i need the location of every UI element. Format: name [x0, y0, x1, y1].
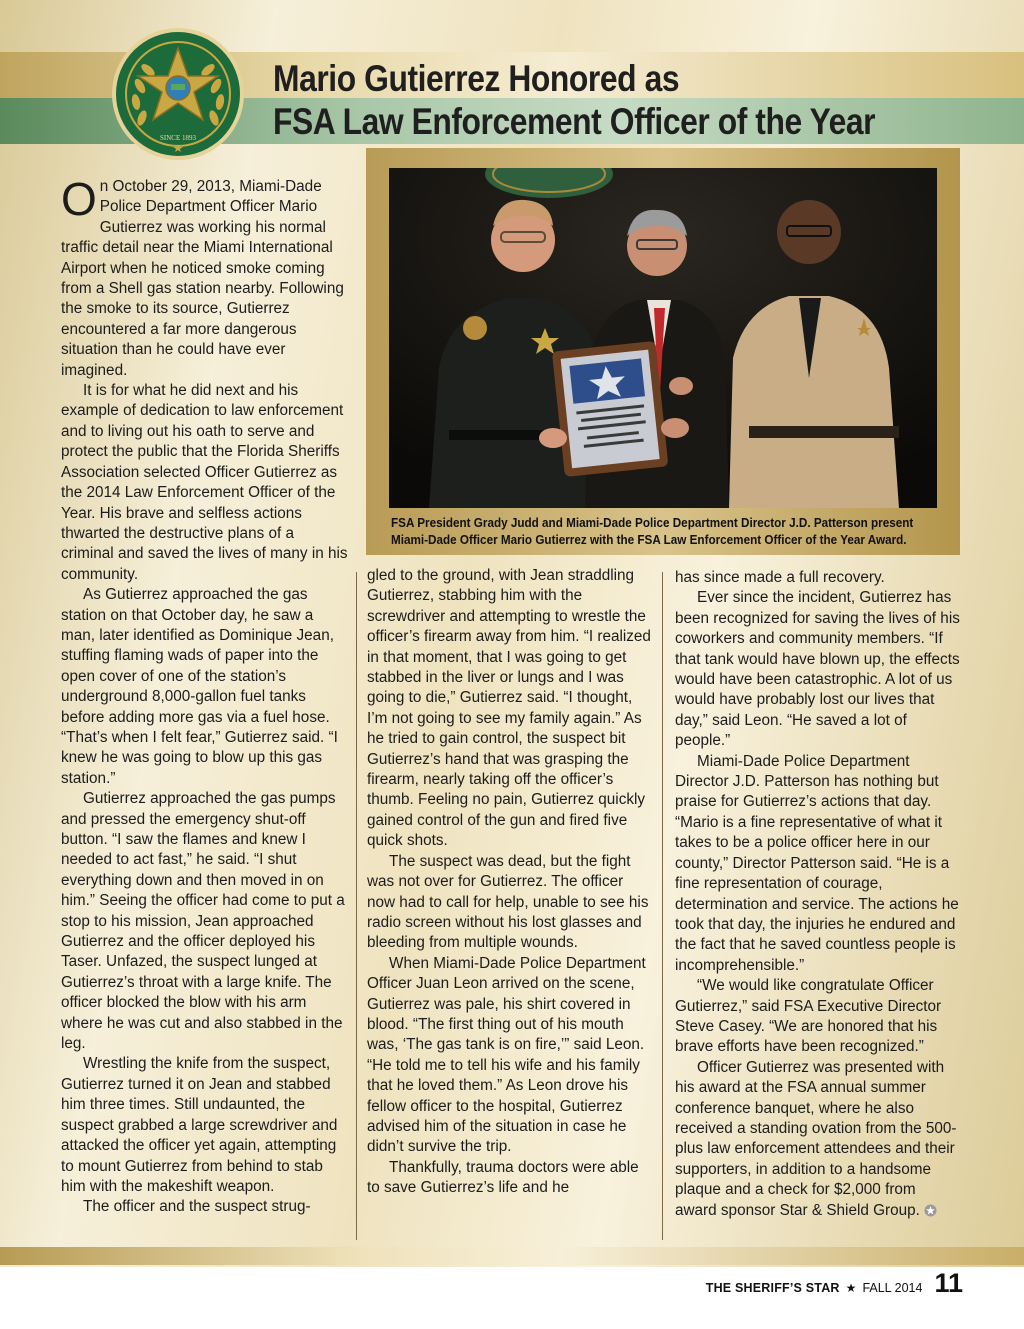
paragraph-6: The officer and the suspect strug-: [83, 1198, 311, 1216]
paragraph-15-text: Officer Gutierrez was presented with his award at the FSA annual summer conference banquet, where he also received a standing ovation from the 500-plus law enforcement attendees and their supporters, in addition to a handsome plaque and a check for $2,000 from award sponsor Star & Shield Group.: [675, 1058, 957, 1219]
title-line-1: Mario Gutierrez Honored as: [273, 58, 680, 99]
paragraph-7: gled to the ground, with Jean straddling Gutierrez, stabbing him with the screwdriver and attempting to wrestle the officer’s firearm away from him. “I realized in that moment, that I was going to get stabbed in the liver or lungs and I was going to die,” Gutierrez said. “I thought, I’m not going to see my family again.” As he tried to gain control, the suspect bit Gutierrez’s hand that was grasping the firearm, nearly taking off the officer’s thumb. Feeling no pain, Gutierrez quickly gained control of the gun and fired five quick shots.: [367, 567, 651, 850]
drop-cap: O: [61, 173, 97, 225]
paragraph-15: [675, 1058, 961, 1221]
sheriff-seal-icon: [110, 26, 246, 162]
paragraph-8: The suspect was dead, but the fight was not over for Gutierrez. The officer now had to call for help, unable to see his radio screen without his lost glasses and bleeding from multiple wounds.: [367, 852, 649, 952]
footer-star-icon: ★: [845, 1281, 857, 1295]
paragraph-3: As Gutierrez approached the gas station on that October day, he saw a man, later identified as Dominique Jean, stuffing flaming wads of paper into the open cover of one of the station’s underground 8,000-gallon fuel tanks before adding more gas via a fuel hose. “That’s when I felt fear,” Gutierrez said. “I knew he was going to blow up this gas station.”: [61, 586, 338, 787]
article-column-2: [367, 566, 653, 1199]
svg-text:SINCE 1893: SINCE 1893: [160, 134, 196, 142]
title-line-2: FSA Law Enforcement Officer of the Year: [273, 101, 876, 142]
paragraph-4: Gutierrez approached the gas pumps and pressed the emergency shut-off button. “I saw the flames and knew I needed to act fast,” he said. “I shut everything down and then moved in on him.” Seeing the officer had come to put a stop to his mission, Jean approached Gutierrez and the officer deployed his Taser. Unfazed, the suspect lunged at Gutierrez’s throat with a large knife. The officer blocked the blow with his arm where he was cut and also stabbed in the leg.: [61, 790, 345, 1053]
article-title: [273, 57, 875, 143]
page-footer: [706, 1268, 963, 1299]
article-column-1: [61, 173, 349, 1218]
paragraph-2: It is for what he did next and his example of dedication to law enforcement and to living out his oath to serve and protect the public that the Florida Sheriffs Association selected Officer Gutierrez as the 2014 Law Enforcement Officer of the Year. His brave and selfless actions thwarted the destructive plans of a criminal and saved the lives of many in his community.: [61, 382, 348, 583]
paragraph-10: Thankfully, trauma doctors were able to save Gutierrez’s life and he: [367, 1158, 639, 1197]
paragraph-1-text: n October 29, 2013, Miami-Dade Police Department Officer Mario Gutierrez was working his normal traffic detail near the Miami International Airport when he noticed smoke coming from a Shell gas station nearby. Following the smoke to its source, Gutierrez encountered a far more dangerous situation than he could have ever imagined.: [61, 178, 344, 379]
paragraph-1: [61, 173, 349, 381]
page-number: 11: [934, 1268, 963, 1298]
award-photo: [389, 168, 937, 508]
paragraph-9: When Miami-Dade Police Department Officer Juan Leon arrived on the scene, Gutierrez was pale, his shirt covered in blood. “The first thing out of his mouth was, ‘The gas tank is on fire,’” said Leon. “He told me to tell his wife and his family that he loved them.” As Leon drove his fellow officer to the hospital, Gutierrez advised him of the situation in case he didn’t survive the trip.: [367, 954, 646, 1156]
end-of-article-star-icon: [924, 1204, 937, 1217]
paragraph-13: Miami-Dade Police Department Director J.D. Patterson has nothing but praise for Gutierrez’s actions that day. “Mario is a fine representative of what it takes to be a police officer here in our county,” Director Patterson said. “He is a fine representation of courage, determination and service. The actions he took that day, the injuries he endured and the fact that he saved countless people is incomprehensible.”: [675, 752, 959, 974]
footer-band: [0, 1247, 1024, 1265]
paragraph-12: Ever since the incident, Gutierrez has been recognized for saving the lives of his coworkers and community members. “If that tank would have blown up, the effects would have been catastrophic. A lot of us would have probably lost our lives that day,” said Leon. “He saved a lot of people.”: [675, 589, 960, 750]
issue-label: FALL 2014: [862, 1281, 923, 1295]
paragraph-14: “We would like congratulate Officer Gutierrez,” said FSA Executive Director Steve Casey. “We are honored that his brave efforts have been recognized.”: [675, 977, 942, 1056]
photo-caption: [391, 514, 914, 548]
caption-line-1: FSA President Grady Judd and Miami-Dade Police Department Director J.D. Patterson present: [391, 515, 914, 530]
column-divider: [356, 572, 357, 1240]
paragraph-5: Wrestling the knife from the suspect, Gutierrez turned it on Jean and stabbed him three times. Still undaunted, the suspect grabbed a large screwdriver and attacked the officer yet again, attempting to mount Gutierrez from behind to stab him with the makeshift weapon.: [61, 1055, 338, 1195]
caption-line-2: Miami-Dade Officer Mario Gutierrez with the FSA Law Enforcement Officer of the Year Award.: [391, 532, 907, 547]
column-divider: [662, 572, 663, 1240]
paragraph-11: has since made a full recovery.: [675, 569, 885, 586]
article-column-3: [675, 568, 961, 1221]
magazine-name: THE SHERIFF’S STAR: [705, 1281, 840, 1295]
